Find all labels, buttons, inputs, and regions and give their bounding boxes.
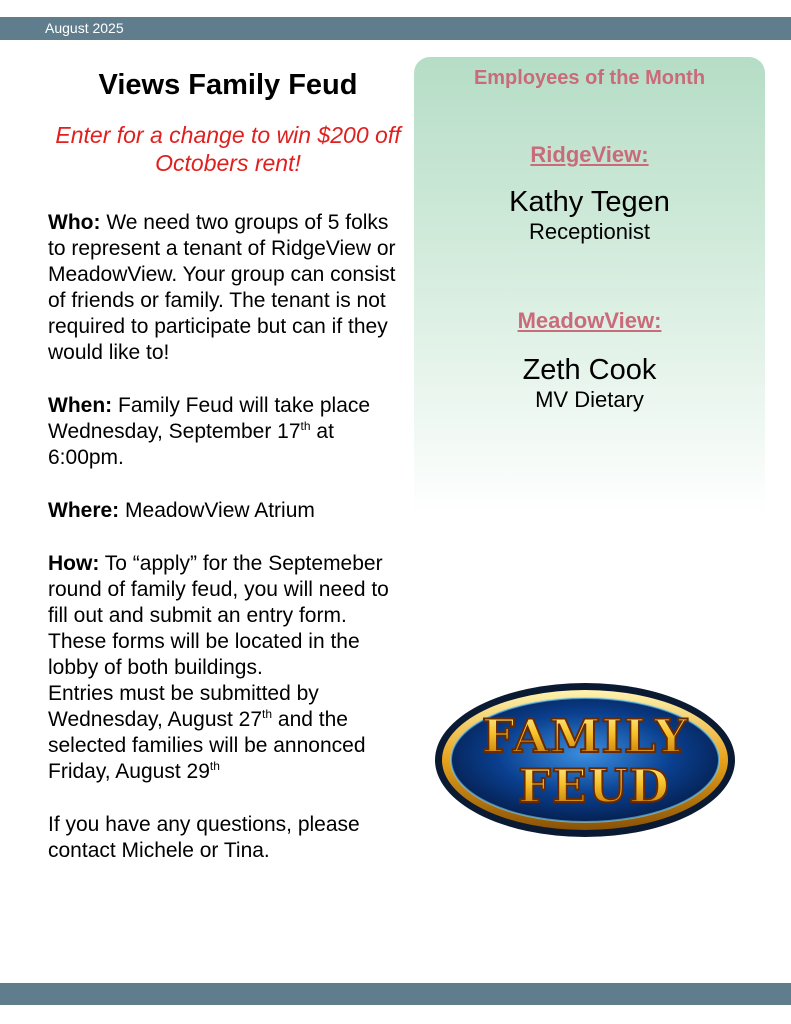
- ridgeview-employee-role: Receptionist: [528, 219, 651, 244]
- logo-line1: FAMILY: [481, 709, 689, 763]
- where-text: MeadowView Atrium: [119, 499, 315, 522]
- how-text: To “apply” for the Septemeber round of family feud, you will need to fill out and submit an entry form. These forms will be located in the lobby of both buildings.: [48, 552, 389, 679]
- meadowview-employee-role: MV Dietary: [535, 387, 644, 412]
- promo-text: Enter for a change to win $200 off Octobers rent!: [55, 122, 401, 176]
- meadowview-label: MeadowView:: [517, 308, 662, 333]
- when-paragraph: [48, 393, 408, 471]
- header-bar: [0, 17, 791, 40]
- when-sup: th: [300, 419, 311, 433]
- footer-bar: [0, 983, 791, 1005]
- article-title: Views Family Feud: [98, 69, 358, 101]
- ridgeview-label: RidgeView:: [530, 142, 649, 167]
- when-label: When:: [48, 394, 113, 417]
- how-label: How:: [48, 552, 100, 575]
- feud-article: [48, 60, 408, 864]
- deadline-text2: and the selected families will be annonced Friday, August 29: [48, 708, 366, 783]
- family-feud-logo-image: [424, 668, 746, 852]
- deadline-paragraph: [48, 681, 408, 785]
- who-paragraph: [48, 210, 408, 366]
- logo-line2: FEUD: [518, 759, 670, 813]
- employees-title: Employees of the Month: [473, 67, 706, 89]
- deadline-sup2: th: [209, 759, 220, 773]
- meadowview-employee-name: Zeth Cook: [522, 354, 657, 386]
- where-label: Where:: [48, 499, 120, 522]
- deadline-sup: th: [262, 707, 273, 721]
- ridgeview-employee-name: Kathy Tegen: [509, 186, 670, 218]
- contact-paragraph: If you have any questions, please contact Michele or Tina.: [48, 813, 360, 862]
- employees-panel: [414, 57, 765, 515]
- who-text: We need two groups of 5 folks to represent a tenant of RidgeView or MeadowView. Your group can consist of friends or family. The tenant is not required to participate but can if they would like to!: [48, 211, 396, 364]
- when-text2: at 6:00pm.: [48, 420, 334, 469]
- deadline-text: Entries must be submitted by Wednesday, August 27: [48, 682, 319, 731]
- when-text: Family Feud will take place Wednesday, September 17: [48, 394, 371, 443]
- issue-date: August 2025: [45, 20, 124, 36]
- who-label: Who:: [48, 211, 101, 234]
- family-feud-logo: [424, 668, 746, 852]
- how-paragraph: [48, 551, 408, 681]
- where-paragraph: [48, 498, 408, 524]
